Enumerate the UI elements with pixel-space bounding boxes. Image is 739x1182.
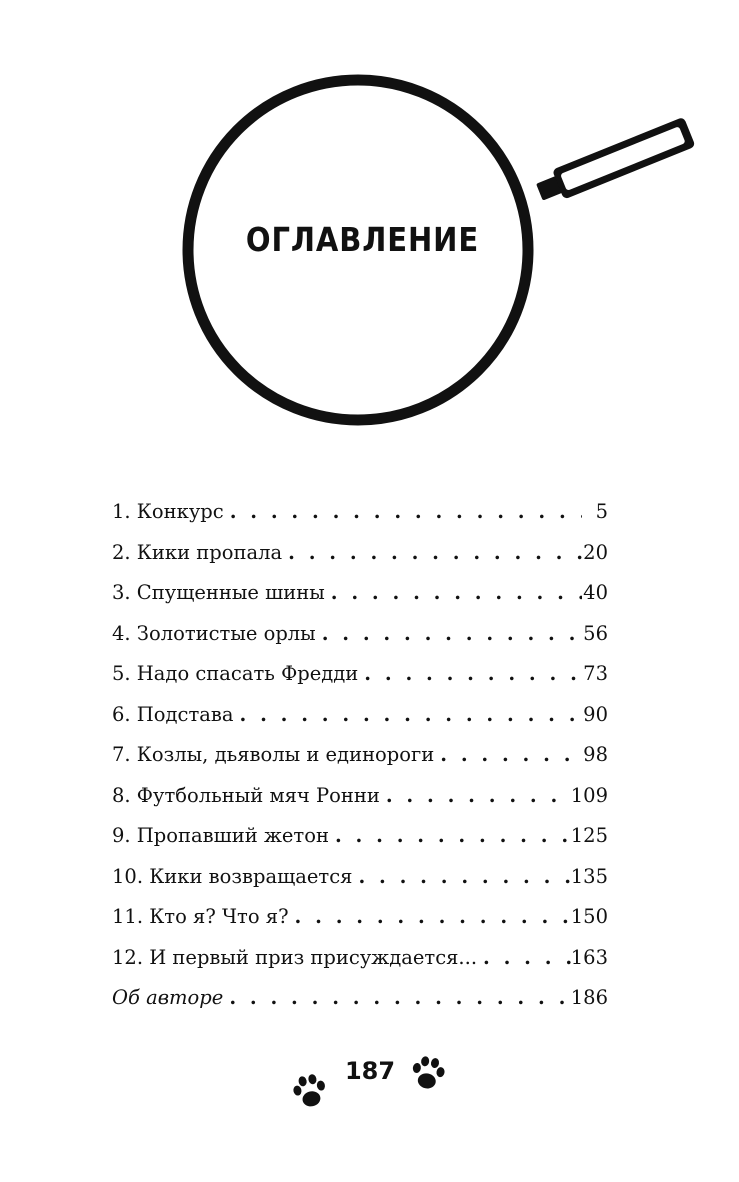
- toc-entry: 9. Пропавший жетон . . . 125: [112, 816, 608, 857]
- toc-entry: 7. Козлы, дьяволы и единороги . . . 98: [112, 735, 608, 776]
- toc-entry: 4. Золотистые орлы . . . 56: [112, 614, 608, 655]
- toc-entry: 11. Кто я? Что я? . . . 150: [112, 897, 608, 938]
- paw-print-icon: [290, 1073, 330, 1111]
- page-footer: [280, 1045, 460, 1125]
- toc-entry: 8. Футбольный мяч Ронни . . . 109: [112, 776, 608, 817]
- toc-entry: 1. Конкурс . . . 5: [112, 492, 608, 533]
- toc-entry: 3. Спущенные шины . . . 40: [112, 573, 608, 614]
- toc-entry: 6. Подстава . . . 90: [112, 695, 608, 736]
- toc-entry: 2. Кики пропала . . . 20: [112, 533, 608, 574]
- toc-entry: 12. И первый приз присуждается... . . . 163: [112, 938, 608, 979]
- paw-print-icon: [408, 1055, 448, 1093]
- toc-entry: 5. Надо спасать Фредди . . . 73: [112, 654, 608, 695]
- toc-entry: 10. Кики возвращается . . . 135: [112, 857, 608, 898]
- page-number: 187: [344, 1057, 396, 1085]
- toc-entry-about-author: Об авторе . . . 186: [112, 978, 608, 1019]
- table-of-contents: [112, 492, 608, 1019]
- page-title: ОГЛАВЛЕНИЕ: [245, 220, 480, 259]
